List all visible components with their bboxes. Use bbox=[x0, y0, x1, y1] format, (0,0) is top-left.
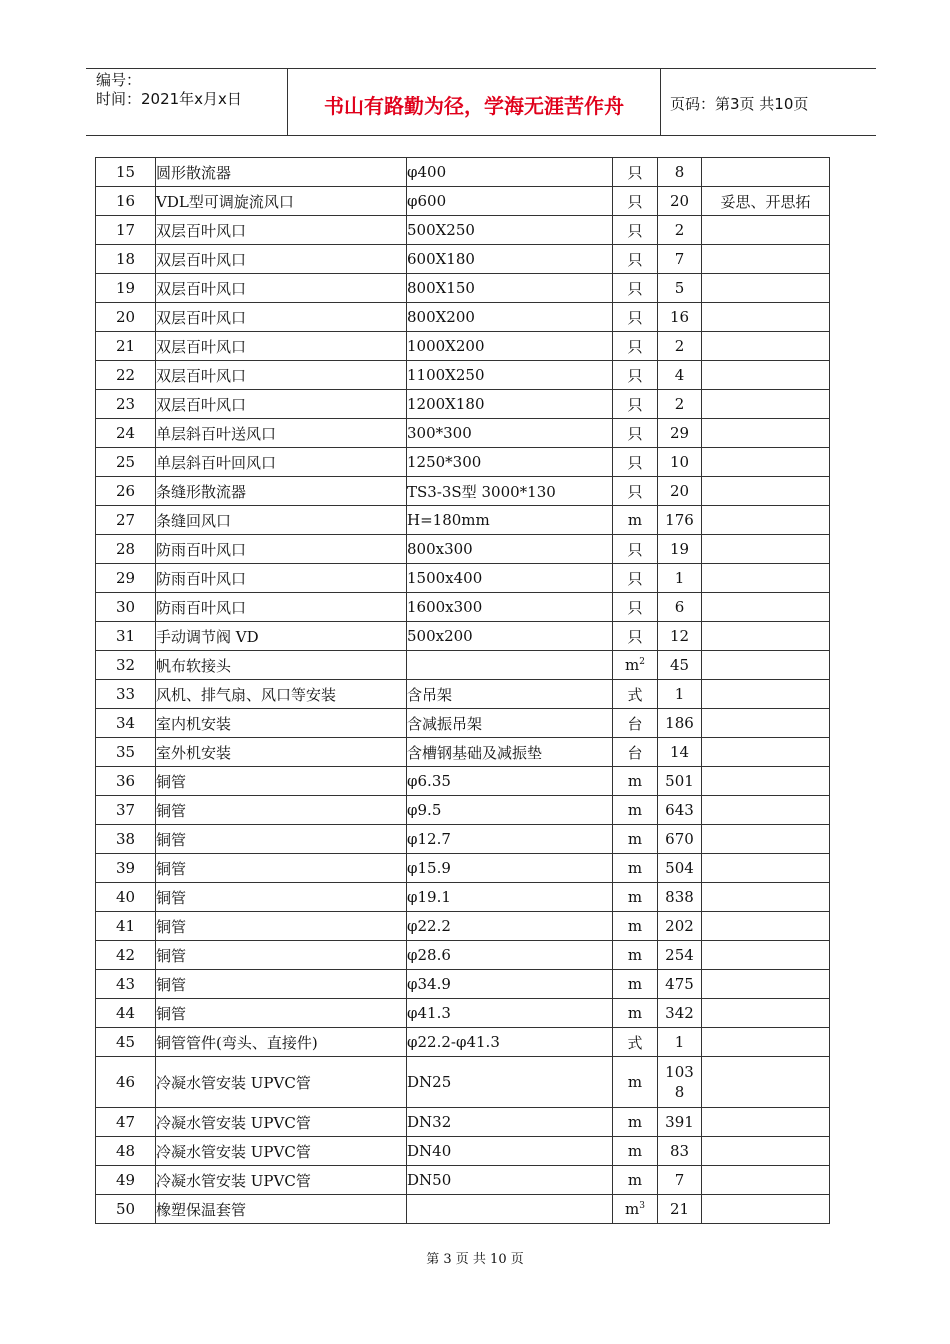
table-row bbox=[96, 854, 830, 883]
item-name-cell: 铜管 bbox=[156, 854, 407, 883]
quantity-cell: 2 bbox=[658, 390, 702, 419]
item-name-cell: VDL型可调旋流风口 bbox=[156, 187, 407, 216]
table-row bbox=[96, 332, 830, 361]
table-row bbox=[96, 941, 830, 970]
quantity-line-1: 103 bbox=[665, 1063, 694, 1081]
note-cell bbox=[702, 303, 830, 332]
table-row bbox=[96, 1108, 830, 1137]
table-row bbox=[96, 1057, 830, 1108]
item-spec-cell: φ9.5 bbox=[407, 796, 613, 825]
note-cell bbox=[702, 390, 830, 419]
quantity-cell: 475 bbox=[658, 970, 702, 999]
item-spec-cell: H=180mm bbox=[407, 506, 613, 535]
quantity-cell: 501 bbox=[658, 767, 702, 796]
table-row bbox=[96, 187, 830, 216]
note-cell: 妥思、开思拓 bbox=[702, 187, 830, 216]
row-number-cell: 31 bbox=[96, 622, 156, 651]
item-spec-cell: 含槽钢基础及减振垫 bbox=[407, 738, 613, 767]
item-spec-cell: 600X180 bbox=[407, 245, 613, 274]
row-number-cell: 26 bbox=[96, 477, 156, 506]
unit-cell: m bbox=[613, 999, 658, 1028]
item-name-cell: 风机、排气扇、风口等安装 bbox=[156, 680, 407, 709]
quantity-cell: 19 bbox=[658, 535, 702, 564]
quantity-cell: 202 bbox=[658, 912, 702, 941]
note-cell bbox=[702, 767, 830, 796]
table-row bbox=[96, 912, 830, 941]
table-row bbox=[96, 390, 830, 419]
row-number-cell: 19 bbox=[96, 274, 156, 303]
quantity-cell: 10 bbox=[658, 448, 702, 477]
quantity-cell: 391 bbox=[658, 1108, 702, 1137]
note-cell bbox=[702, 245, 830, 274]
note-cell bbox=[702, 216, 830, 245]
table-row bbox=[96, 970, 830, 999]
unit-cell: m bbox=[613, 1137, 658, 1166]
quantity-cell: 2 bbox=[658, 216, 702, 245]
note-cell bbox=[702, 448, 830, 477]
quantity-cell: 670 bbox=[658, 825, 702, 854]
item-spec-cell: φ19.1 bbox=[407, 883, 613, 912]
header-top-rule bbox=[86, 68, 876, 69]
item-spec-cell: TS3-3S型 3000*130 bbox=[407, 477, 613, 506]
row-number-cell: 23 bbox=[96, 390, 156, 419]
unit-cell: 台 bbox=[613, 738, 658, 767]
row-number-cell: 50 bbox=[96, 1195, 156, 1224]
row-number-cell: 25 bbox=[96, 448, 156, 477]
item-name-cell: 冷凝水管安装 UPVC管 bbox=[156, 1166, 407, 1195]
item-name-cell: 橡塑保温套管 bbox=[156, 1195, 407, 1224]
item-spec-cell: φ22.2 bbox=[407, 912, 613, 941]
item-name-cell: 双层百叶风口 bbox=[156, 303, 407, 332]
row-number-cell: 44 bbox=[96, 999, 156, 1028]
unit-cell: 式 bbox=[613, 680, 658, 709]
item-name-cell: 条缝形散流器 bbox=[156, 477, 407, 506]
note-cell bbox=[702, 419, 830, 448]
quantity-line-2: 8 bbox=[674, 1083, 685, 1101]
unit-cell: m bbox=[613, 1108, 658, 1137]
item-spec-cell: 1600x300 bbox=[407, 593, 613, 622]
note-cell bbox=[702, 1028, 830, 1057]
quantity-cell: 12 bbox=[658, 622, 702, 651]
quantity-cell: 45 bbox=[658, 651, 702, 680]
unit-cell: 只 bbox=[613, 158, 658, 187]
quantity-cell: 83 bbox=[658, 1137, 702, 1166]
note-cell bbox=[702, 1137, 830, 1166]
table-row bbox=[96, 680, 830, 709]
quantity-cell bbox=[658, 1057, 702, 1108]
quantity-cell: 14 bbox=[658, 738, 702, 767]
unit-cell: m bbox=[613, 1057, 658, 1108]
item-spec-cell: φ12.7 bbox=[407, 825, 613, 854]
note-cell bbox=[702, 1195, 830, 1224]
row-number-cell: 41 bbox=[96, 912, 156, 941]
row-number-cell: 37 bbox=[96, 796, 156, 825]
quantity-cell: 6 bbox=[658, 593, 702, 622]
note-cell bbox=[702, 970, 830, 999]
unit-cell bbox=[613, 651, 658, 680]
note-cell bbox=[702, 361, 830, 390]
unit-cell: 只 bbox=[613, 332, 658, 361]
note-cell bbox=[702, 651, 830, 680]
note-cell bbox=[702, 709, 830, 738]
item-spec-cell: 800X200 bbox=[407, 303, 613, 332]
row-number-cell: 49 bbox=[96, 1166, 156, 1195]
header-page-info: 页码：第3页 共10页 bbox=[670, 95, 809, 113]
quantity-cell: 643 bbox=[658, 796, 702, 825]
item-name-cell: 双层百叶风口 bbox=[156, 390, 407, 419]
row-number-cell: 46 bbox=[96, 1057, 156, 1108]
item-name-cell: 条缝回风口 bbox=[156, 506, 407, 535]
table-body bbox=[96, 158, 830, 1224]
unit-cell: m bbox=[613, 883, 658, 912]
note-cell bbox=[702, 535, 830, 564]
unit-cell: 只 bbox=[613, 245, 658, 274]
note-cell bbox=[702, 883, 830, 912]
quantity-cell: 29 bbox=[658, 419, 702, 448]
quantity-cell: 8 bbox=[658, 158, 702, 187]
quantity-cell: 7 bbox=[658, 1166, 702, 1195]
quantity-cell: 4 bbox=[658, 361, 702, 390]
unit-cell: m bbox=[613, 1166, 658, 1195]
quantity-cell: 1 bbox=[658, 1028, 702, 1057]
item-name-cell: 铜管 bbox=[156, 883, 407, 912]
item-name-cell: 铜管管件(弯头、直接件) bbox=[156, 1028, 407, 1057]
table-row bbox=[96, 1028, 830, 1057]
row-number-cell: 27 bbox=[96, 506, 156, 535]
item-spec-cell: DN40 bbox=[407, 1137, 613, 1166]
table-row bbox=[96, 477, 830, 506]
table-row bbox=[96, 593, 830, 622]
item-name-cell: 室外机安装 bbox=[156, 738, 407, 767]
item-spec-cell: φ22.2-φ41.3 bbox=[407, 1028, 613, 1057]
unit-cell: m bbox=[613, 506, 658, 535]
item-name-cell: 防雨百叶风口 bbox=[156, 564, 407, 593]
header-meta bbox=[96, 71, 242, 109]
unit-exponent: 2 bbox=[639, 657, 645, 667]
quantity-cell: 7 bbox=[658, 245, 702, 274]
unit-cell: 只 bbox=[613, 535, 658, 564]
note-cell bbox=[702, 854, 830, 883]
item-spec-cell: DN32 bbox=[407, 1108, 613, 1137]
unit-cell: 只 bbox=[613, 216, 658, 245]
item-name-cell: 冷凝水管安装 UPVC管 bbox=[156, 1137, 407, 1166]
table-row bbox=[96, 564, 830, 593]
unit-cell: 只 bbox=[613, 419, 658, 448]
unit-cell: m bbox=[613, 970, 658, 999]
item-name-cell: 圆形散流器 bbox=[156, 158, 407, 187]
unit-cell: 只 bbox=[613, 361, 658, 390]
row-number-cell: 42 bbox=[96, 941, 156, 970]
row-number-cell: 30 bbox=[96, 593, 156, 622]
row-number-cell: 24 bbox=[96, 419, 156, 448]
unit-cell: 台 bbox=[613, 709, 658, 738]
item-name-cell: 双层百叶风口 bbox=[156, 274, 407, 303]
item-spec-cell: φ41.3 bbox=[407, 999, 613, 1028]
note-cell bbox=[702, 1057, 830, 1108]
unit-cell: m bbox=[613, 796, 658, 825]
row-number-cell: 28 bbox=[96, 535, 156, 564]
item-name-cell: 铜管 bbox=[156, 767, 407, 796]
unit-cell: 只 bbox=[613, 448, 658, 477]
header-motto: 书山有路勤为径，学海无涯苦作舟 bbox=[324, 94, 624, 118]
item-name-cell: 铜管 bbox=[156, 970, 407, 999]
item-spec-cell: 800x300 bbox=[407, 535, 613, 564]
quantity-cell: 504 bbox=[658, 854, 702, 883]
item-spec-cell: 500x200 bbox=[407, 622, 613, 651]
doc-number-label: 编号： bbox=[96, 71, 142, 89]
row-number-cell: 32 bbox=[96, 651, 156, 680]
item-name-cell: 铜管 bbox=[156, 825, 407, 854]
item-spec-cell: 1500x400 bbox=[407, 564, 613, 593]
table-row bbox=[96, 767, 830, 796]
table-row bbox=[96, 535, 830, 564]
unit-cell: 只 bbox=[613, 477, 658, 506]
note-cell bbox=[702, 825, 830, 854]
note-cell bbox=[702, 622, 830, 651]
unit-base: m bbox=[625, 1200, 640, 1218]
row-number-cell: 38 bbox=[96, 825, 156, 854]
item-name-cell: 铜管 bbox=[156, 941, 407, 970]
note-cell bbox=[702, 738, 830, 767]
note-cell bbox=[702, 506, 830, 535]
equipment-list-table bbox=[95, 157, 830, 1224]
unit-cell: 只 bbox=[613, 303, 658, 332]
item-name-cell: 铜管 bbox=[156, 912, 407, 941]
row-number-cell: 18 bbox=[96, 245, 156, 274]
item-spec-cell: 含减振吊架 bbox=[407, 709, 613, 738]
unit-cell: m bbox=[613, 767, 658, 796]
item-spec-cell bbox=[407, 651, 613, 680]
row-number-cell: 22 bbox=[96, 361, 156, 390]
note-cell bbox=[702, 1166, 830, 1195]
row-number-cell: 29 bbox=[96, 564, 156, 593]
quantity-cell: 838 bbox=[658, 883, 702, 912]
item-spec-cell: φ34.9 bbox=[407, 970, 613, 999]
item-name-cell: 铜管 bbox=[156, 796, 407, 825]
note-cell bbox=[702, 332, 830, 361]
table-row bbox=[96, 1137, 830, 1166]
item-spec-cell: 300*300 bbox=[407, 419, 613, 448]
row-number-cell: 20 bbox=[96, 303, 156, 332]
item-spec-cell: 1250*300 bbox=[407, 448, 613, 477]
quantity-cell: 16 bbox=[658, 303, 702, 332]
quantity-cell: 1 bbox=[658, 564, 702, 593]
row-number-cell: 48 bbox=[96, 1137, 156, 1166]
table-row bbox=[96, 361, 830, 390]
table-row bbox=[96, 796, 830, 825]
page-footer: 第 3 页 共 10 页 bbox=[426, 1252, 524, 1267]
row-number-cell: 35 bbox=[96, 738, 156, 767]
quantity-cell: 342 bbox=[658, 999, 702, 1028]
table-row bbox=[96, 622, 830, 651]
table-row bbox=[96, 303, 830, 332]
item-spec-cell: 500X250 bbox=[407, 216, 613, 245]
unit-cell: 只 bbox=[613, 390, 658, 419]
row-number-cell: 17 bbox=[96, 216, 156, 245]
quantity-cell: 176 bbox=[658, 506, 702, 535]
table-row bbox=[96, 274, 830, 303]
row-number-cell: 36 bbox=[96, 767, 156, 796]
note-cell bbox=[702, 999, 830, 1028]
table-row bbox=[96, 999, 830, 1028]
item-spec-cell: φ600 bbox=[407, 187, 613, 216]
row-number-cell: 47 bbox=[96, 1108, 156, 1137]
quantity-cell: 21 bbox=[658, 1195, 702, 1224]
item-name-cell: 双层百叶风口 bbox=[156, 361, 407, 390]
item-spec-cell: 1200X180 bbox=[407, 390, 613, 419]
quantity-cell: 20 bbox=[658, 187, 702, 216]
unit-cell: 只 bbox=[613, 564, 658, 593]
unit-cell bbox=[613, 1195, 658, 1224]
row-number-cell: 40 bbox=[96, 883, 156, 912]
row-number-cell: 34 bbox=[96, 709, 156, 738]
item-spec-cell: φ6.35 bbox=[407, 767, 613, 796]
note-cell bbox=[702, 1108, 830, 1137]
header-bottom-rule bbox=[86, 135, 876, 136]
item-name-cell: 单层斜百叶送风口 bbox=[156, 419, 407, 448]
item-spec-cell: DN50 bbox=[407, 1166, 613, 1195]
item-spec-cell: DN25 bbox=[407, 1057, 613, 1108]
item-name-cell: 冷凝水管安装 UPVC管 bbox=[156, 1057, 407, 1108]
note-cell bbox=[702, 477, 830, 506]
item-name-cell: 帆布软接头 bbox=[156, 651, 407, 680]
unit-base: m bbox=[625, 656, 640, 674]
item-spec-cell: 800X150 bbox=[407, 274, 613, 303]
quantity-cell: 20 bbox=[658, 477, 702, 506]
table-row bbox=[96, 216, 830, 245]
note-cell bbox=[702, 274, 830, 303]
item-name-cell: 双层百叶风口 bbox=[156, 332, 407, 361]
unit-cell: 只 bbox=[613, 622, 658, 651]
table-row bbox=[96, 1166, 830, 1195]
item-name-cell: 双层百叶风口 bbox=[156, 216, 407, 245]
quantity-cell: 186 bbox=[658, 709, 702, 738]
item-name-cell: 铜管 bbox=[156, 999, 407, 1028]
unit-cell: m bbox=[613, 941, 658, 970]
item-spec-cell: φ400 bbox=[407, 158, 613, 187]
table-row bbox=[96, 506, 830, 535]
note-cell bbox=[702, 941, 830, 970]
item-name-cell: 防雨百叶风口 bbox=[156, 593, 407, 622]
table-row bbox=[96, 709, 830, 738]
item-name-cell: 双层百叶风口 bbox=[156, 245, 407, 274]
note-cell bbox=[702, 912, 830, 941]
table-row bbox=[96, 825, 830, 854]
row-number-cell: 33 bbox=[96, 680, 156, 709]
unit-cell: m bbox=[613, 825, 658, 854]
unit-cell: 只 bbox=[613, 274, 658, 303]
table-row bbox=[96, 883, 830, 912]
table-row bbox=[96, 738, 830, 767]
doc-time-label: 时间：2021年x月x日 bbox=[96, 90, 242, 108]
row-number-cell: 43 bbox=[96, 970, 156, 999]
table-row bbox=[96, 245, 830, 274]
note-cell bbox=[702, 158, 830, 187]
table-row bbox=[96, 448, 830, 477]
row-number-cell: 15 bbox=[96, 158, 156, 187]
item-spec-cell: φ28.6 bbox=[407, 941, 613, 970]
note-cell bbox=[702, 564, 830, 593]
item-name-cell: 防雨百叶风口 bbox=[156, 535, 407, 564]
item-name-cell: 单层斜百叶回风口 bbox=[156, 448, 407, 477]
quantity-cell: 2 bbox=[658, 332, 702, 361]
quantity-cell: 254 bbox=[658, 941, 702, 970]
item-spec-cell: 含吊架 bbox=[407, 680, 613, 709]
item-spec-cell: φ15.9 bbox=[407, 854, 613, 883]
row-number-cell: 21 bbox=[96, 332, 156, 361]
table-row bbox=[96, 419, 830, 448]
note-cell bbox=[702, 593, 830, 622]
item-name-cell: 手动调节阀 VD bbox=[156, 622, 407, 651]
unit-cell: 式 bbox=[613, 1028, 658, 1057]
row-number-cell: 16 bbox=[96, 187, 156, 216]
table-row bbox=[96, 158, 830, 187]
unit-cell: 只 bbox=[613, 593, 658, 622]
item-name-cell: 冷凝水管安装 UPVC管 bbox=[156, 1108, 407, 1137]
note-cell bbox=[702, 680, 830, 709]
row-number-cell: 45 bbox=[96, 1028, 156, 1057]
table-row bbox=[96, 651, 830, 680]
item-name-cell: 室内机安装 bbox=[156, 709, 407, 738]
row-number-cell: 39 bbox=[96, 854, 156, 883]
unit-cell: m bbox=[613, 854, 658, 883]
unit-exponent: 3 bbox=[639, 1201, 645, 1211]
unit-cell: 只 bbox=[613, 187, 658, 216]
quantity-cell: 5 bbox=[658, 274, 702, 303]
unit-cell: m bbox=[613, 912, 658, 941]
item-spec-cell: 1100X250 bbox=[407, 361, 613, 390]
note-cell bbox=[702, 796, 830, 825]
table-row bbox=[96, 1195, 830, 1224]
item-spec-cell: 1000X200 bbox=[407, 332, 613, 361]
item-spec-cell bbox=[407, 1195, 613, 1224]
quantity-cell: 1 bbox=[658, 680, 702, 709]
